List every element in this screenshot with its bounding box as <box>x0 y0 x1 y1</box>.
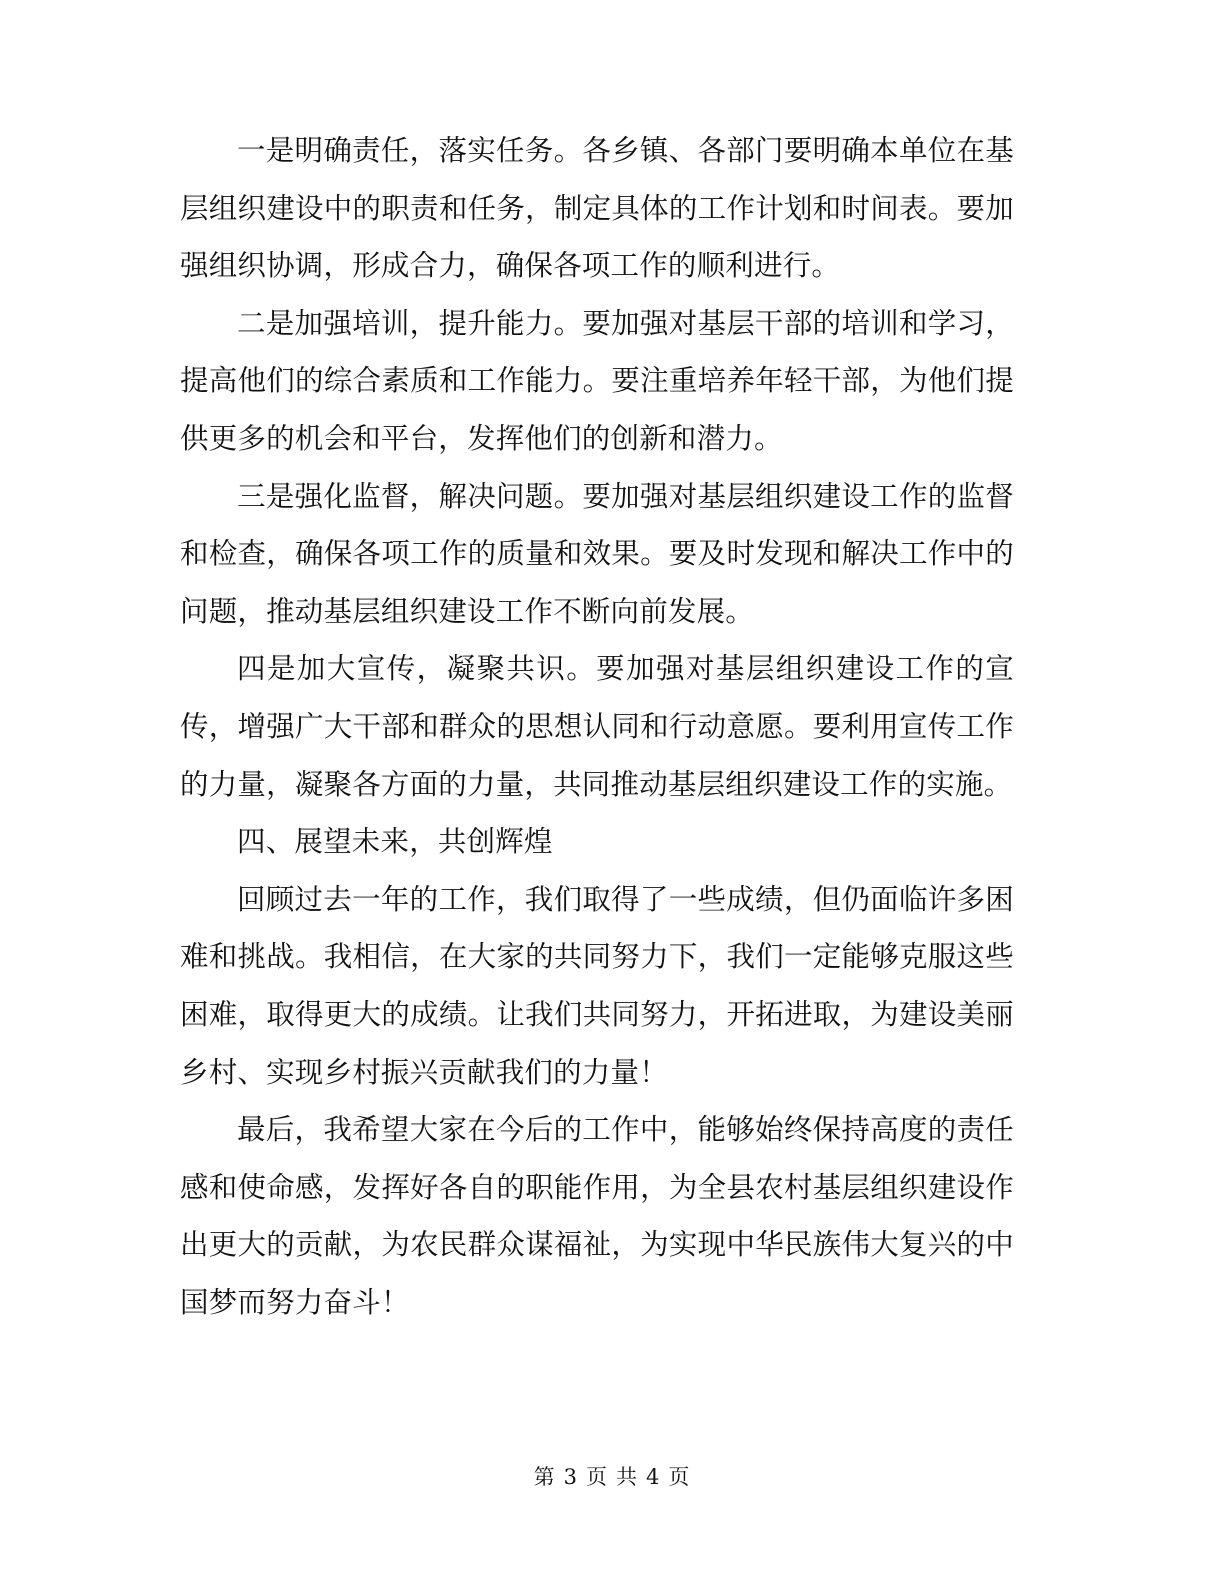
page-number-footer <box>0 1462 1224 1492</box>
paragraph-review: 回顾过去一年的工作，我们取得了一些成绩，但仍面临许多困难和挑战。我相信，在大家的共同努力下，我们一定能够克服这些困难，取得更大的成绩。让我们共同努力，开拓进取，为建设美丽乡村、实现乡村振兴贡献我们的力量！ <box>180 882 1014 1089</box>
page-word: 页 <box>586 1465 608 1489</box>
paragraph-publicity: 四是加大宣传，凝聚共识。要加强对基层组织建设工作的宣传，增强广大干部和群众的思想认同和行动意愿。要利用宣传工作的力量，凝聚各方面的力量，共同推动基层组织建设工作的实施。 <box>180 652 1014 801</box>
paragraph-supervision: 三是强化监督，解决问题。要加强对基层组织建设工作的监督和检查，确保各项工作的质量和效果。要及时发现和解决工作中的问题，推动基层组织建设工作不断向前发展。 <box>180 479 1014 628</box>
paragraph-task-responsibility: 一是明确责任，落实任务。各乡镇、各部门要明确本单位在基层组织建设中的职责和任务，制定具体的工作计划和时间表。要加强组织协调，形成合力，确保各项工作的顺利进行。 <box>180 134 1014 283</box>
paragraph-training: 二是加强培训，提升能力。要加强对基层干部的培训和学习，提高他们的综合素质和工作能力。要注重培养年轻干部，为他们提供更多的机会和平台，发挥他们的创新和潜力。 <box>180 306 1014 455</box>
section-heading-outlook: 四、展望未来，共创辉煌 <box>237 825 553 859</box>
document-body <box>180 122 1014 1331</box>
total-suffix: 页 <box>668 1465 691 1489</box>
page-prefix: 第 <box>533 1465 556 1489</box>
total-prefix: 共 <box>616 1465 638 1489</box>
current-page-number: 3 <box>563 1465 578 1489</box>
paragraph-closing: 最后，我希望大家在今后的工作中，能够始终保持高度的责任感和使命感，发挥好各自的职能作用，为全县农村基层组织建设作出更大的贡献，为农民群众谋福祉，为实现中华民族伟大复兴的中国梦而努力奋斗！ <box>180 1113 1014 1319</box>
total-page-count: 4 <box>646 1465 661 1489</box>
